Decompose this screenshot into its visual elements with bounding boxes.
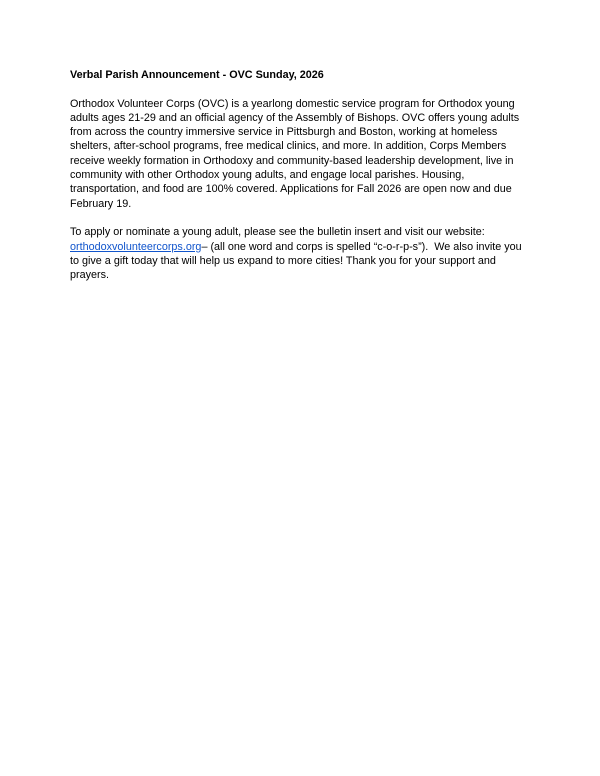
document-content bbox=[70, 68, 530, 297]
document-title bbox=[70, 68, 530, 82]
document-title-text: Verbal Parish Announcement - OVC Sunday, 2026 bbox=[70, 69, 324, 81]
body-paragraph-text: Orthodox Volunteer Corps (OVC) is a yearlong domestic service program for Orthodox young adults ages 21-29 and an official agency of the Assembly of Bishops. OVC offers young adults from across the country immersive service in Pittsburgh and Boston, working at homeless shelters, after-school programs, free medical clinics, and more. In addition, Corps Members receive weekly formation in Orthodoxy and community-based leadership development, live in community with other Orthodox young adults, and engage local parishes. Housing, transportation, and food are 100% covered. Applications for Fall 2026 are open now and due February 19. bbox=[70, 97, 523, 210]
apply-text-before-link: To apply or nominate a young adult, please see the bulletin insert and visit our website: bbox=[70, 226, 488, 239]
body-paragraph bbox=[70, 97, 530, 211]
website-link[interactable]: orthodoxvolunteercorps.org bbox=[70, 240, 202, 253]
apply-text-after-link: – (all one word and corps is spelled “c-o-r-p-s”). We also invite you to give a gift today that will help us expand to more cities! Thank you for your support and prayers. bbox=[70, 240, 525, 282]
apply-paragraph bbox=[70, 225, 530, 282]
